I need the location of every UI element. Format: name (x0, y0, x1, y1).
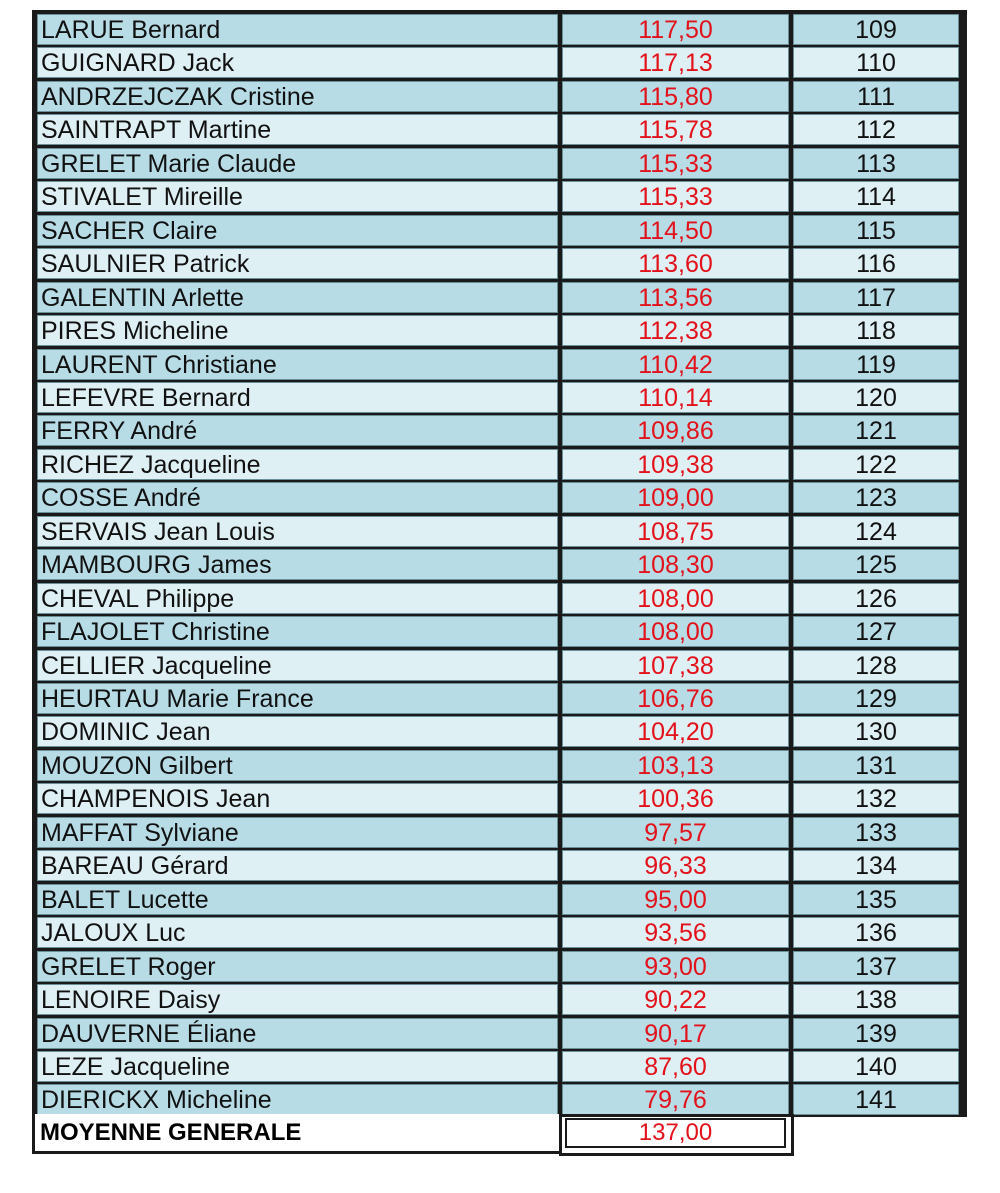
name-cell: LEFEVRE Bernard (37, 382, 558, 413)
rank-cell: 140 (793, 1051, 959, 1082)
score-cell: 93,56 (562, 917, 789, 948)
score-cell: 90,22 (562, 984, 789, 1015)
score-cell: 108,30 (562, 549, 789, 580)
score-cell: 95,00 (562, 884, 789, 915)
table-row (35, 715, 964, 749)
table-row (35, 147, 964, 181)
rank-cell: 141 (793, 1084, 959, 1115)
rank-cell: 137 (793, 951, 959, 982)
table-row (35, 113, 964, 147)
name-cell: LAURENT Christiane (37, 349, 558, 380)
score-cell: 97,57 (562, 817, 789, 848)
name-cell: MAFFAT Sylviane (37, 817, 558, 848)
name-cell: LEZE Jacqueline (37, 1051, 558, 1082)
name-cell: GRELET Roger (37, 951, 558, 982)
rank-cell: 128 (793, 650, 959, 681)
table-row (35, 1083, 964, 1117)
score-cell: 117,50 (562, 14, 789, 45)
rank-cell: 117 (793, 282, 959, 313)
score-cell: 100,36 (562, 783, 789, 814)
rank-cell: 129 (793, 683, 959, 714)
rank-cell: 115 (793, 215, 959, 246)
rank-cell: 126 (793, 583, 959, 614)
table-row (35, 46, 964, 80)
rank-cell: 111 (793, 81, 959, 112)
general-average-value: 137,00 (565, 1118, 786, 1148)
score-cell: 113,60 (562, 248, 789, 279)
rank-cell: 110 (793, 47, 959, 78)
name-cell: HEURTAU Marie France (37, 683, 558, 714)
rank-cell: 119 (793, 349, 959, 380)
table-row (35, 13, 964, 47)
rank-cell: 114 (793, 181, 959, 212)
score-cell: 108,00 (562, 583, 789, 614)
name-cell: DAUVERNE Éliane (37, 1018, 558, 1049)
score-cell: 106,76 (562, 683, 789, 714)
table-row (35, 548, 964, 582)
table-row (35, 1017, 964, 1051)
rank-cell: 123 (793, 482, 959, 513)
table-row (35, 314, 964, 348)
table-row (35, 749, 964, 783)
rank-cell: 121 (793, 415, 959, 446)
table-row (35, 849, 964, 883)
name-cell: LARUE Bernard (37, 14, 558, 45)
table-row (35, 782, 964, 816)
table-row (35, 916, 964, 950)
table-row (35, 950, 964, 984)
rank-cell: 125 (793, 549, 959, 580)
table-row (35, 983, 964, 1017)
name-cell: STIVALET Mireille (37, 181, 558, 212)
name-cell: CELLIER Jacqueline (37, 650, 558, 681)
rank-cell: 109 (793, 14, 959, 45)
score-cell: 87,60 (562, 1051, 789, 1082)
rank-cell: 134 (793, 850, 959, 881)
name-cell: SACHER Claire (37, 215, 558, 246)
table-row (35, 883, 964, 917)
table-row (35, 348, 964, 382)
score-cell: 112,38 (562, 315, 789, 346)
name-cell: SAINTRAPT Martine (37, 114, 558, 145)
table-row (35, 649, 964, 683)
name-cell: RICHEZ Jacqueline (37, 449, 558, 480)
score-cell: 110,42 (562, 349, 789, 380)
table-row (35, 481, 964, 515)
score-cell: 109,38 (562, 449, 789, 480)
name-cell: ANDRZEJCZAK Cristine (37, 81, 558, 112)
name-cell: SERVAIS Jean Louis (37, 516, 558, 547)
table-row (35, 682, 964, 716)
score-cell: 117,13 (562, 47, 789, 78)
table-row (35, 281, 964, 315)
name-cell: COSSE André (37, 482, 558, 513)
table-row (35, 381, 964, 415)
score-cell: 113,56 (562, 282, 789, 313)
name-cell: BALET Lucette (37, 884, 558, 915)
name-cell: FERRY André (37, 415, 558, 446)
score-cell: 109,86 (562, 415, 789, 446)
score-cell: 96,33 (562, 850, 789, 881)
score-cell: 108,00 (562, 616, 789, 647)
rank-cell: 122 (793, 449, 959, 480)
rank-cell: 139 (793, 1018, 959, 1049)
score-cell: 114,50 (562, 215, 789, 246)
name-cell: MAMBOURG James (37, 549, 558, 580)
table-row (35, 816, 964, 850)
table-row (35, 1050, 964, 1084)
name-cell: LENOIRE Daisy (37, 984, 558, 1015)
name-cell: GRELET Marie Claude (37, 148, 558, 179)
table-row (35, 448, 964, 482)
score-cell: 115,33 (562, 148, 789, 179)
name-cell: DOMINIC Jean (37, 716, 558, 747)
name-cell: CHAMPENOIS Jean (37, 783, 558, 814)
name-cell: JALOUX Luc (37, 917, 558, 948)
score-cell: 93,00 (562, 951, 789, 982)
score-cell: 115,78 (562, 114, 789, 145)
table-row (35, 80, 964, 114)
score-cell: 107,38 (562, 650, 789, 681)
rank-cell: 135 (793, 884, 959, 915)
score-cell: 115,80 (562, 81, 789, 112)
score-cell: 109,00 (562, 482, 789, 513)
rank-cell: 127 (793, 616, 959, 647)
name-cell: DIERICKX Micheline (37, 1084, 558, 1115)
name-cell: MOUZON Gilbert (37, 750, 558, 781)
name-cell: FLAJOLET Christine (37, 616, 558, 647)
score-cell: 108,75 (562, 516, 789, 547)
score-cell: 115,33 (562, 181, 789, 212)
score-cell: 104,20 (562, 716, 789, 747)
rank-cell: 136 (793, 917, 959, 948)
table-row (35, 180, 964, 214)
table-row (35, 214, 964, 248)
name-cell: GUIGNARD Jack (37, 47, 558, 78)
rank-cell: 133 (793, 817, 959, 848)
rank-cell: 132 (793, 783, 959, 814)
general-average-label: MOYENNE GENERALE (40, 1119, 302, 1146)
table-row (35, 247, 964, 281)
rank-cell: 138 (793, 984, 959, 1015)
rank-cell: 130 (793, 716, 959, 747)
score-cell: 90,17 (562, 1018, 789, 1049)
score-cell: 110,14 (562, 382, 789, 413)
name-cell: CHEVAL Philippe (37, 583, 558, 614)
rank-cell: 116 (793, 248, 959, 279)
rank-cell: 112 (793, 114, 959, 145)
rank-cell: 113 (793, 148, 959, 179)
rank-cell: 124 (793, 516, 959, 547)
name-cell: PIRES Micheline (37, 315, 558, 346)
score-cell: 79,76 (562, 1084, 789, 1115)
rank-cell: 120 (793, 382, 959, 413)
rank-cell: 118 (793, 315, 959, 346)
table-row (35, 414, 964, 448)
name-cell: BAREAU Gérard (37, 850, 558, 881)
table-row (35, 582, 964, 616)
rank-cell: 131 (793, 750, 959, 781)
table-row (35, 515, 964, 549)
score-cell: 103,13 (562, 750, 789, 781)
name-cell: GALENTIN Arlette (37, 282, 558, 313)
table-row (35, 615, 964, 649)
name-cell: SAULNIER Patrick (37, 248, 558, 279)
